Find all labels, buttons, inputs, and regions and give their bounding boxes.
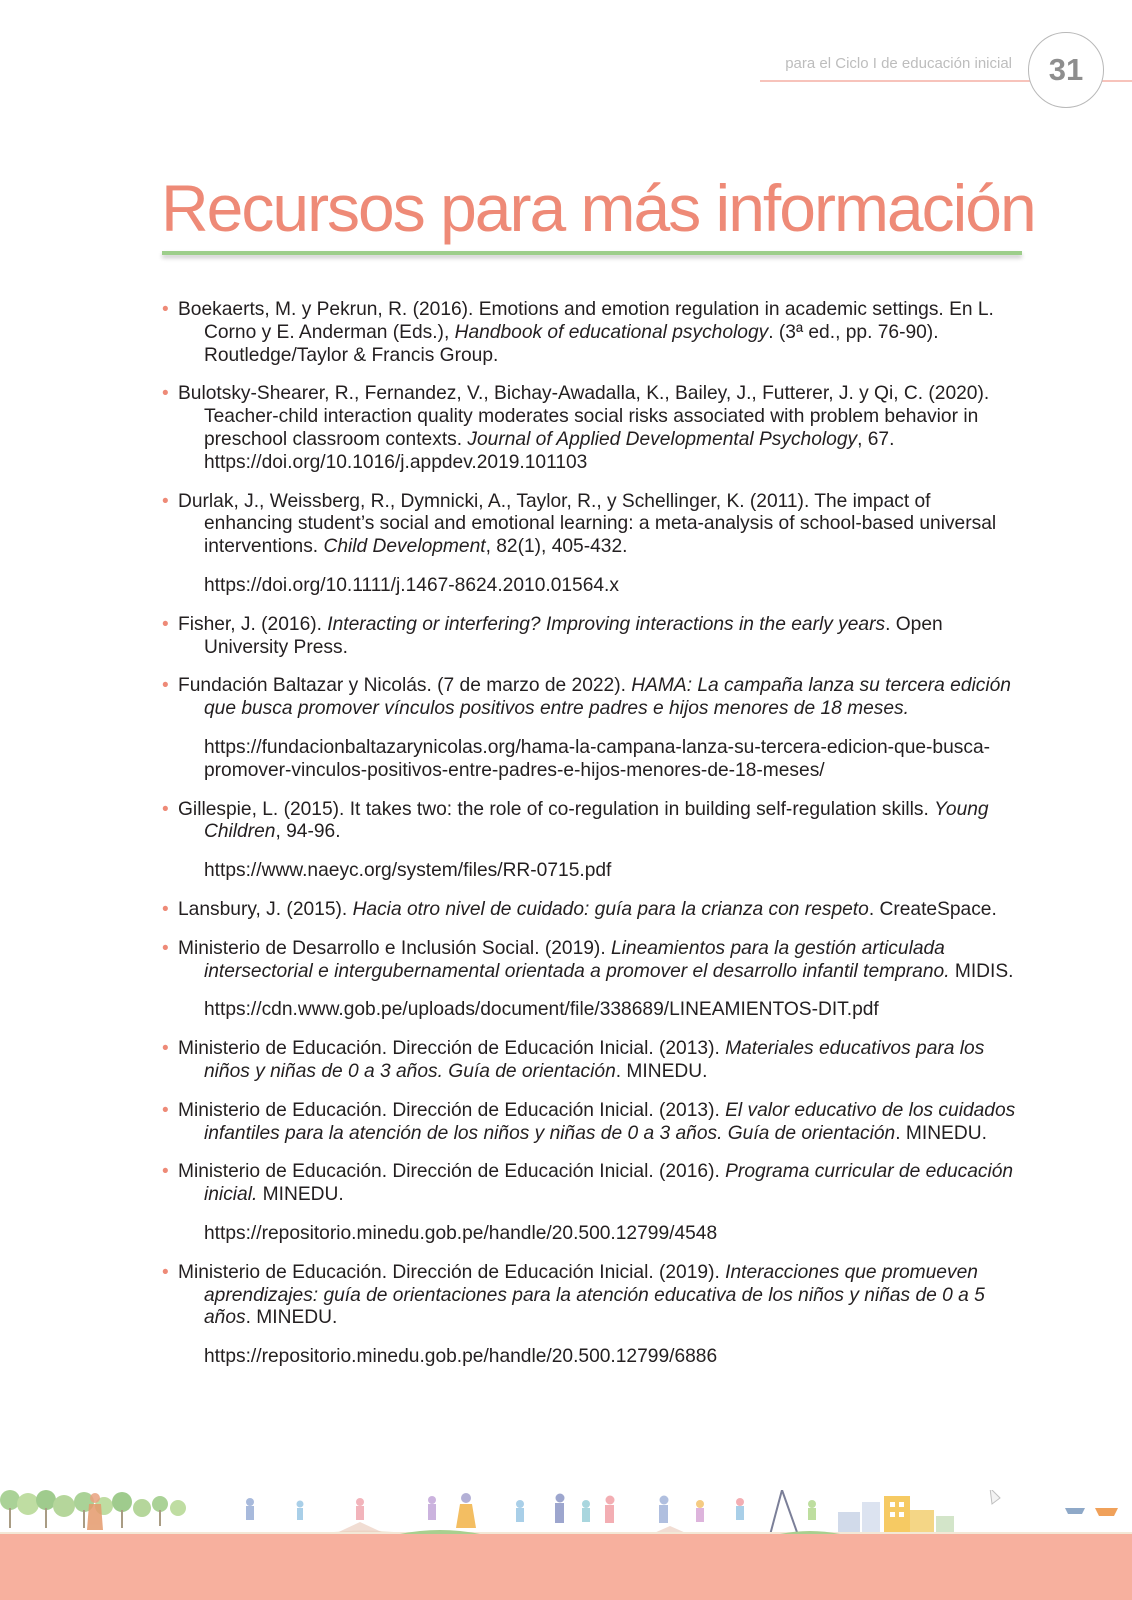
reference-text: Durlak, J., Weissberg, R., Dymnicki, A., Taylor, R., y Schellinger, K. (2011). The impact of enhancing student’s social and emotional learning: a meta-analysis of school-based universal interventions. <box>178 490 997 558</box>
reference-title: El valor educativo de los cuidados infantiles para la atención de los niños y niñas de 0 a 3 años. Guía de orientación <box>204 1099 1016 1144</box>
reference-item <box>162 1262 1024 1369</box>
bullet-icon: • <box>162 898 169 920</box>
reference-text: Gillespie, L. (2015). It takes two: the role of co-regulation in building self-regulation skills. <box>178 798 935 820</box>
reference-item <box>162 899 1024 922</box>
reference-text: Bulotsky-Shearer, R., Fernandez, V., Bichay-Awadalla, K., Bailey, J., Futterer, J. y Qi, C. (2020). Teacher-child interaction quality moderates social risks associated with problem behavior in preschool classroom contexts. <box>178 383 990 450</box>
reference-item <box>162 383 1024 474</box>
bullet-icon: • <box>162 383 169 405</box>
reference-title: Materiales educativos para los niños y niñas de 0 a 3 años. Guía de orientación <box>204 1038 985 1082</box>
reference-text-end: . CreateSpace. <box>868 898 997 920</box>
reference-url[interactable]: https://www.naeyc.org/system/files/RR-0715.pdf <box>204 860 612 882</box>
reference-title: HAMA: La campaña lanza su tercera edición que busca promover vínculos positivos entre padres e hijos menores de 18 meses. <box>204 675 1011 720</box>
reference-text-end: . MINEDU. <box>245 1307 338 1329</box>
footer-illustration <box>0 1490 1132 1600</box>
reference-url[interactable]: https://cdn.www.gob.pe/uploads/document/file/338689/LINEAMIENTOS-DIT.pdf <box>204 999 879 1021</box>
reference-item <box>162 299 1024 367</box>
bullet-icon: • <box>162 1261 169 1283</box>
reference-text: Ministerio de Desarrollo e Inclusión Social. (2019). <box>178 937 611 959</box>
running-header <box>0 0 1132 120</box>
running-title: para el Ciclo I de educación inicial <box>785 55 1012 72</box>
reference-title: Child Development <box>323 536 486 558</box>
bullet-icon: • <box>162 1038 169 1060</box>
bullet-icon: • <box>162 1099 169 1121</box>
title-underline <box>162 251 1022 255</box>
reference-text-end: , 67. https://doi.org/10.1016/j.appdev.2019.101103 <box>204 428 895 473</box>
bullet-icon: • <box>162 613 169 635</box>
bullet-icon: • <box>162 1161 169 1183</box>
bullet-icon: • <box>162 937 169 959</box>
reference-text: Fundación Baltazar y Nicolás. (7 de marzo de 2022). <box>178 675 632 697</box>
reference-title: Interacciones que promueven aprendizajes: guía de orientaciones para la atención educativa de los niños y niñas de 0 a 5 años <box>204 1261 985 1329</box>
reference-list <box>162 299 1024 1385</box>
page-title: Recursos para más información <box>161 171 1035 245</box>
community-landscape-icon <box>0 1490 1132 1600</box>
reference-item <box>162 614 1024 660</box>
reference-item <box>162 1038 1024 1084</box>
reference-title: Young Children <box>204 798 989 843</box>
reference-title: Handbook of educational psychology <box>454 321 769 343</box>
reference-item <box>162 938 1024 1022</box>
bullet-icon: • <box>162 675 169 697</box>
reference-url[interactable]: https://repositorio.minedu.gob.pe/handle/20.500.12799/4548 <box>204 1222 718 1244</box>
bullet-icon: • <box>162 798 169 820</box>
reference-item <box>162 1100 1024 1146</box>
reference-text-end: MIDIS. <box>949 960 1014 982</box>
reference-title: Programa curricular de educación inicial. <box>204 1161 1014 1206</box>
reference-text-end: . (3ª ed., pp. 76-90). Routledge/Taylor & Francis Group. <box>204 321 939 366</box>
reference-text-end: . MINEDU. <box>615 1060 708 1082</box>
reference-text-end: , 94-96. <box>275 821 341 843</box>
reference-title: Interacting or interfering? Improving interactions in the early years <box>327 613 886 635</box>
reference-item <box>162 1161 1024 1245</box>
reference-url[interactable]: https://fundacionbaltazarynicolas.org/hama-la-campana-lanza-su-tercera-edicion-que-busca-promover-vinculos-positivos-entre-padres-e-hijos-menores-de-18-meses/ <box>204 736 991 781</box>
reference-text: Boekaerts, M. y Pekrun, R. (2016). Emotions and emotion regulation in academic settings. En L. Corno y E. Anderman (Eds.), <box>178 299 994 343</box>
reference-item <box>162 491 1024 598</box>
page-number: 31 <box>1028 32 1104 108</box>
reference-text: Lansbury, J. (2015). <box>178 898 353 920</box>
reference-text: Ministerio de Educación. Dirección de Educación Inicial. (2013). <box>178 1038 726 1060</box>
reference-url[interactable]: https://repositorio.minedu.gob.pe/handle/20.500.12799/6886 <box>204 1346 718 1368</box>
reference-text: Ministerio de Educación. Dirección de Educación Inicial. (2019). <box>178 1261 726 1283</box>
reference-title: Journal of Applied Developmental Psychology <box>467 428 858 450</box>
reference-text: Ministerio de Educación. Dirección de Educación Inicial. (2013). <box>178 1099 726 1121</box>
bullet-icon: • <box>162 490 169 512</box>
reference-text-end: . Open University Press. <box>204 613 943 658</box>
reference-url[interactable]: https://doi.org/10.1111/j.1467-8624.2010.01564.x <box>204 574 619 596</box>
reference-title: Hacia otro nivel de cuidado: guía para la crianza con respeto <box>352 898 869 920</box>
bullet-icon: • <box>162 299 169 320</box>
reference-item <box>162 675 1024 782</box>
reference-text: Ministerio de Educación. Dirección de Educación Inicial. (2016). <box>178 1161 726 1183</box>
reference-item <box>162 799 1024 883</box>
reference-title: Lineamientos para la gestión articulada intersectorial e intergubernamental orientada a promover el desarrollo infantil temprano. <box>204 937 950 982</box>
reference-text: Fisher, J. (2016). <box>178 613 328 635</box>
reference-text-end: . MINEDU. <box>895 1122 987 1144</box>
reference-text-end: MINEDU. <box>257 1184 344 1206</box>
reference-text-end: , 82(1), 405-432. <box>485 536 628 558</box>
